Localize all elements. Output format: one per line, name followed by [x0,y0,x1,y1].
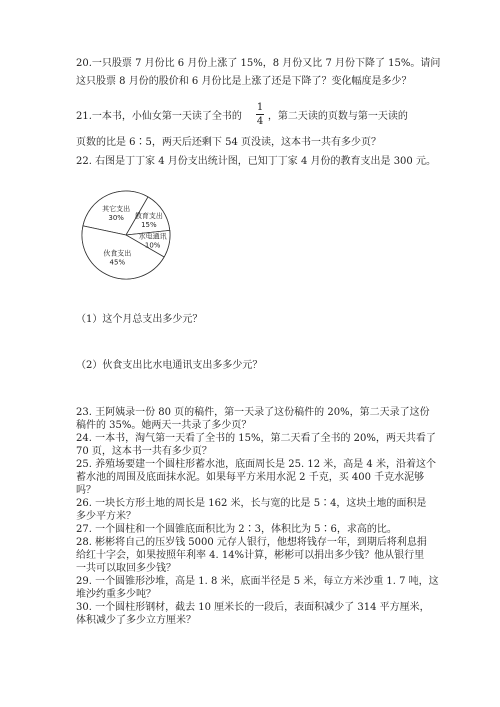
question-line: 体积减少了多少立方厘米？ [76,615,196,626]
q21-text-b: ，第二天读的页数与第一天读的 [267,111,408,122]
question-line: 27. 一个圆柱和一个圆锥底面积比为 2∶3，体积比为 5∶6，求高的比。 [76,524,397,535]
question-line: 23. 王阿姨录一份 80 页的稿件，第一天录了这份稿件的 20%，第二天录了这份 [76,407,430,418]
q22-sub-1: （1）这个月总支出多少元？ [76,314,203,325]
question-line: 30. 一个圆柱形钢材，截去 10 厘米长的一段后，表面积减少了 314 平方厘米， [76,602,430,613]
question-line: 70 页，这本书一共有多少页？ [76,446,212,457]
question-line: 25. 养殖场要建一个圆柱形蓄水池，底面周长是 25. 12 米，高是 4 米，沿着这个 [76,459,436,470]
q22-sub-2: （2）伙食支出比水电通讯支出多多少元？ [76,360,263,371]
question-line: 稿件的 35%。她两天一共录了多少页？ [76,420,252,431]
fraction-numerator: 1 [256,102,264,113]
pie-slice-label: 其它支出 [102,204,131,213]
pie-chart [76,190,196,290]
pie-slice-value: 10% [144,241,161,250]
fraction-denominator: 4 [256,116,264,127]
question-line: 给红十字会，如果按照年利率 4. 14%计算，彬彬可以捐出多少钱？他从银行里 [76,550,425,561]
question-line: 多少平方米？ [76,511,136,522]
pie-slice-value: 30% [108,213,124,222]
question-line: 29. 一个圆锥形沙堆，高是 1. 8 米，底面半径是 5 米，每立方米沙重 1. 7 吨，这 [76,576,439,587]
question-line: 24. 一本书，淘气第一天看了全书的 15%，第二天看了全书的 20%，两天共看了 [76,433,436,444]
question-line: 26. 一块长方形土地的周长是 162 米，长与宽的比是 5∶4，这块土地的面积是 [76,498,427,509]
q21-line-2: 页数的比是 6∶5，两天后还剩下 54 页没读，这本书一共有多少页？ [76,137,381,148]
question-line: 28. 彬彬将自己的压岁钱 5000 元存人银行，他想将钱存一年，到期后将利息捐 [76,537,427,548]
q20-line-2: 这只股票 8 月份的股价和 6 月份比是上涨了还是下降了？变化幅度是多少？ [76,76,412,87]
pie-slice-label: 水电通讯 [138,232,167,241]
question-line: 一共可以取回多少钱？ [76,563,176,574]
pie-slice-value: 15% [141,221,157,230]
question-line: 蓄水池的周围及底面抹水泥。如果每平方米用水泥 2 千克，买 400 千克水泥够 [76,472,425,483]
pie-slice-label: 伙食支出 [103,249,132,258]
q22-line-1: 22. 右图是丁丁家 4 月份支出统计图，已知丁丁家 4 月份的教育支出是 300 元。 [76,156,436,167]
pie-slice-label: 教育支出 [134,212,163,221]
question-line: 堆沙约重多少吨？ [76,589,156,600]
q21-text-a: 21.一本书，小仙女第一天读了全书的 [76,111,242,122]
fraction-bar [256,114,264,115]
fraction-one-quarter [254,102,266,127]
pie-slice-value: 45% [109,258,126,267]
q21-line-1 [76,110,408,123]
q20-line-1: 20.一只股票 7 月份比 6 月份上涨了 15%，8 月份又比 7 月份下降了 15%。请问 [76,58,441,69]
question-line: 吗？ [76,485,96,496]
